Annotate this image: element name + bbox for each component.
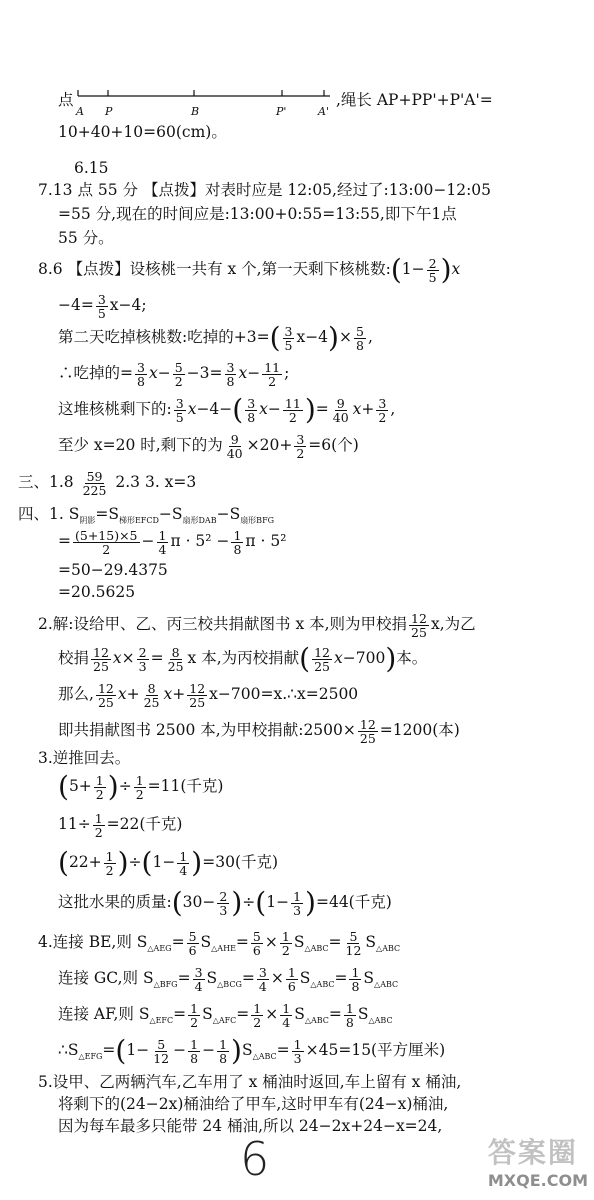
- q3-line1: (5+ $\frac{1}{2}$ )÷ $\frac{1}{2}$ =11(千克): [58, 770, 224, 803]
- label-A: A: [76, 105, 84, 118]
- sub-fan2: 扇形BFG: [240, 516, 275, 526]
- label-P-prime: P': [276, 105, 287, 118]
- q8-l5-pre: 这堆核桃剩下的:: [58, 400, 172, 418]
- q7-line3: 55 分。: [58, 229, 114, 247]
- q8-line5: 这堆核桃剩下的: $\frac{3}{5}$ x−4−( $\frac{3}{8}$ x− $\frac{11}{2}$ )= $\frac{9}{40}$ x+ $\frac{3}{2}$ ,: [58, 393, 396, 426]
- q4-l4-pre: ∴S: [58, 1041, 79, 1059]
- q5-line1: 5.设甲、乙两辆汽车,乙车用了 x 桶油时返回,车上留有 x 桶油,: [38, 1073, 462, 1091]
- q5-line3: 因为每车最多只能带 24 桶油,所以 24−2x+24−x=24,: [58, 1117, 443, 1135]
- label-B: B: [191, 105, 200, 118]
- q8-line6: 至少 x=20 时,剩下的为 $\frac{9}{40}$ ×20+ $\frac{3}{2}$ =6(个): [58, 431, 359, 461]
- q8-l3-pre: 第二天吃掉核桃数:吃掉的+3=: [58, 328, 270, 346]
- q3-l2-post: =22(千克): [106, 815, 183, 833]
- q2-l4-pre: 即共捐献图书 2500 本,为甲校捐献:2500×: [58, 721, 356, 739]
- q5-line-figure: [58, 86, 594, 120]
- q2-l2-pre: 校捐: [58, 649, 90, 667]
- q4-line4: $\therefore S_{\triangle EFG}=(1-$ $\frac{5}{12}$ − $\frac{1}{8}$ − $\frac{1}{8}$ )$S_{\triangle ABC}=$ $\frac{1}{3}$ ×45=15(平方厘米): [58, 1034, 446, 1067]
- q3-line4: 这批水果的质量:(30− $\frac{2}{3}$ )÷(1− $\frac{1}{3}$ )=44(千克): [58, 886, 392, 919]
- q8-head-text: 8.6 【点拨】设核桃一共有 x 个,第一天剩下核桃数:: [38, 260, 391, 278]
- q2-l3-post: x−700=x.∴x=2500: [209, 685, 359, 703]
- watermark-line2: MXQE.COM: [487, 1171, 588, 1190]
- q8-l6-post: =6(个): [308, 436, 359, 454]
- sub-shade: 阴影: [79, 516, 96, 526]
- q8-l4-pre: ∴吃掉的=: [58, 364, 133, 382]
- q2-line1: 2.解:设给甲、乙、丙三校共捐献图书 x 本,则为甲校捐 $\frac{12}{25}$ x,为乙: [38, 610, 476, 640]
- q8-line4: ∴吃掉的= $\frac{3}{8}$ x− $\frac{5}{2}$ −3= $\frac{3}{8}$ x− $\frac{11}{2}$ ;: [58, 359, 290, 389]
- q2-l3-pre: 那么,: [58, 685, 94, 703]
- q4-line2: 连接 GC,则 $S_{\triangle BFG}=$ $\frac{3}{4}$ $S_{\triangle BCG}=$ $\frac{3}{4}$ × $\frac{1}{6}$ $S_{\triangle ABC}=$ $\frac{1}{8}$ $S_{\triangle ABC}$: [58, 964, 399, 994]
- q2-line2: 校捐 $\frac{12}{25}$ x× $\frac{2}{3}$ = $\frac{8}{25}$ x 本,为丙校捐献( $\frac{12}{25}$ x−700)本。: [58, 642, 428, 675]
- q2-l1-tail: x,为乙: [430, 615, 476, 633]
- q8-l6-pre: 至少 x=20 时,剩下的为: [58, 436, 223, 454]
- q5-line2: 将剩下的(24−2x)桶油给了甲车,这时甲车有(24−x)桶油,: [58, 1095, 449, 1113]
- q3-head: 3.逆推回去。: [38, 749, 131, 767]
- q3-l1-post: =11(千克): [147, 777, 224, 795]
- q4-l3-pre: 连接 AF,则 S: [58, 1005, 150, 1023]
- q4-l1-pre: 4.连接 BE,则 S: [38, 933, 148, 951]
- sec4-l2-pre: =: [58, 532, 71, 550]
- sub-trap: 梯形EFCD: [118, 516, 159, 526]
- rope-length-result: 10+40+10=60(cm)。: [58, 123, 227, 141]
- q8-line2: −4= $\frac{3}{5}$ x−4;: [58, 291, 147, 321]
- q2-line4: 即共捐献图书 2500 本,为甲校捐献:2500× $\frac{12}{25}$ =1200(本): [58, 716, 460, 746]
- sec3-pre: 三、1.8: [18, 473, 74, 491]
- q3-l2-pre: 11÷: [58, 815, 91, 833]
- q3-l3-post: =30(千克): [202, 853, 279, 871]
- sec4-l2-post: π · 5² −: [170, 532, 230, 550]
- page-number-handwritten: [240, 1132, 269, 1186]
- q2-line3: 那么, $\frac{12}{25}$ x+ $\frac{8}{25}$ x+ $\frac{12}{25}$ x−700=x.∴x=2500: [58, 680, 359, 710]
- q8-l2-pre: −4=: [58, 296, 94, 314]
- dian-label: 点: [58, 91, 74, 109]
- sec3-tail: 2.3 3. x=3: [115, 473, 197, 491]
- q7-line2: =55 分,现在的时间应是:13:00+0:55=13:55,即下午1点: [58, 205, 457, 223]
- sec4-line4: =20.5625: [58, 583, 136, 601]
- watermark-logo: [488, 1131, 588, 1190]
- q7-line1: 7.13 点 55 分 【点拨】对表时应是 12:05,经过了:13:00−12:05: [38, 181, 492, 199]
- rope-length-text: ,绳长 AP+PP'+P'A'=: [336, 91, 493, 109]
- q3-l4-pre: 这批水果的质量:: [58, 893, 172, 911]
- sec4-line1: 四、1. $S_{阴影}=S_{梯形EFCD}-S_{扇形DAB}-S_{扇形BFG}$: [18, 505, 275, 526]
- sec4-head: 四、1. S: [18, 505, 80, 523]
- q2-l2-post: 本。: [396, 649, 428, 667]
- sec4-line3: =50−29.4375: [58, 561, 168, 579]
- q4-line3: 连接 AF,则 $S_{\triangle EFC}=$ $\frac{1}{2}$ $S_{\triangle AFC}=$ $\frac{1}{2}$ × $\frac{1}{4}$ $S_{\triangle ABC}=$ $\frac{1}{8}$ $S_{\triangle ABC}$: [58, 1000, 393, 1030]
- q4-l2-pre: 连接 GC,则 S: [58, 969, 154, 987]
- page-number-text: 6: [240, 1132, 270, 1186]
- q2-l1: 2.解:设给甲、乙、丙三校共捐献图书 x 本,则为甲校捐: [38, 615, 408, 633]
- q4-l4-post: =15(平方厘米): [338, 1041, 446, 1059]
- q3-line3: (22+ $\frac{1}{2}$ )÷(1− $\frac{1}{4}$ )=30(千克): [58, 846, 279, 879]
- sec4-l2-tail: π · 5²: [245, 532, 287, 550]
- q8-l3-post: ×: [338, 328, 352, 346]
- q8-l3-mid: x−4: [296, 328, 329, 346]
- q8-l2-post: x−4;: [109, 296, 147, 314]
- q8-line3: 第二天吃掉核桃数:吃掉的+3=( $\frac{3}{5}$ x−4)× $\frac{5}{8}$ ,: [58, 321, 373, 354]
- q3-line2: 11÷ $\frac{1}{2}$ =22(千克): [58, 810, 183, 840]
- line-segment-diagram: [74, 86, 334, 116]
- q3-l4-post: =44(千克): [315, 893, 392, 911]
- sec3-line: 三、1.8 $\frac{59}{225}$ 2.3 3. x=3: [18, 468, 197, 498]
- q8-line1: 8.6 【点拨】设核桃一共有 x 个,第一天剩下核桃数:(1− $\frac{2}{5}$ )x: [38, 253, 461, 286]
- q6-answer: 6.15: [74, 159, 109, 177]
- q2-l4-post: =1200(本): [379, 721, 460, 739]
- watermark-line1: 答案圈: [487, 1136, 578, 1169]
- label-P: P: [105, 105, 113, 118]
- sec4-line2: = $\frac{(5+15)\times 5}{2}$ − $\frac{1}{4}$ π · 5² − $\frac{1}{8}$ π · 5²: [58, 527, 287, 557]
- label-A-prime: A': [318, 105, 329, 118]
- q4-line1: 4.连接 BE,则 $S_{\triangle AEG}=$ $\frac{5}{6}$ $S_{\triangle AHE}=$ $\frac{5}{6}$ × $\frac{1}{2}$ $S_{\triangle ABC}=$ $\frac{5}{12}$ $S_{\triangle ABC}$: [38, 928, 401, 958]
- q2-l2-mid: x 本,为丙校捐献: [187, 649, 300, 667]
- sub-fan1: 扇形DAB: [182, 516, 217, 526]
